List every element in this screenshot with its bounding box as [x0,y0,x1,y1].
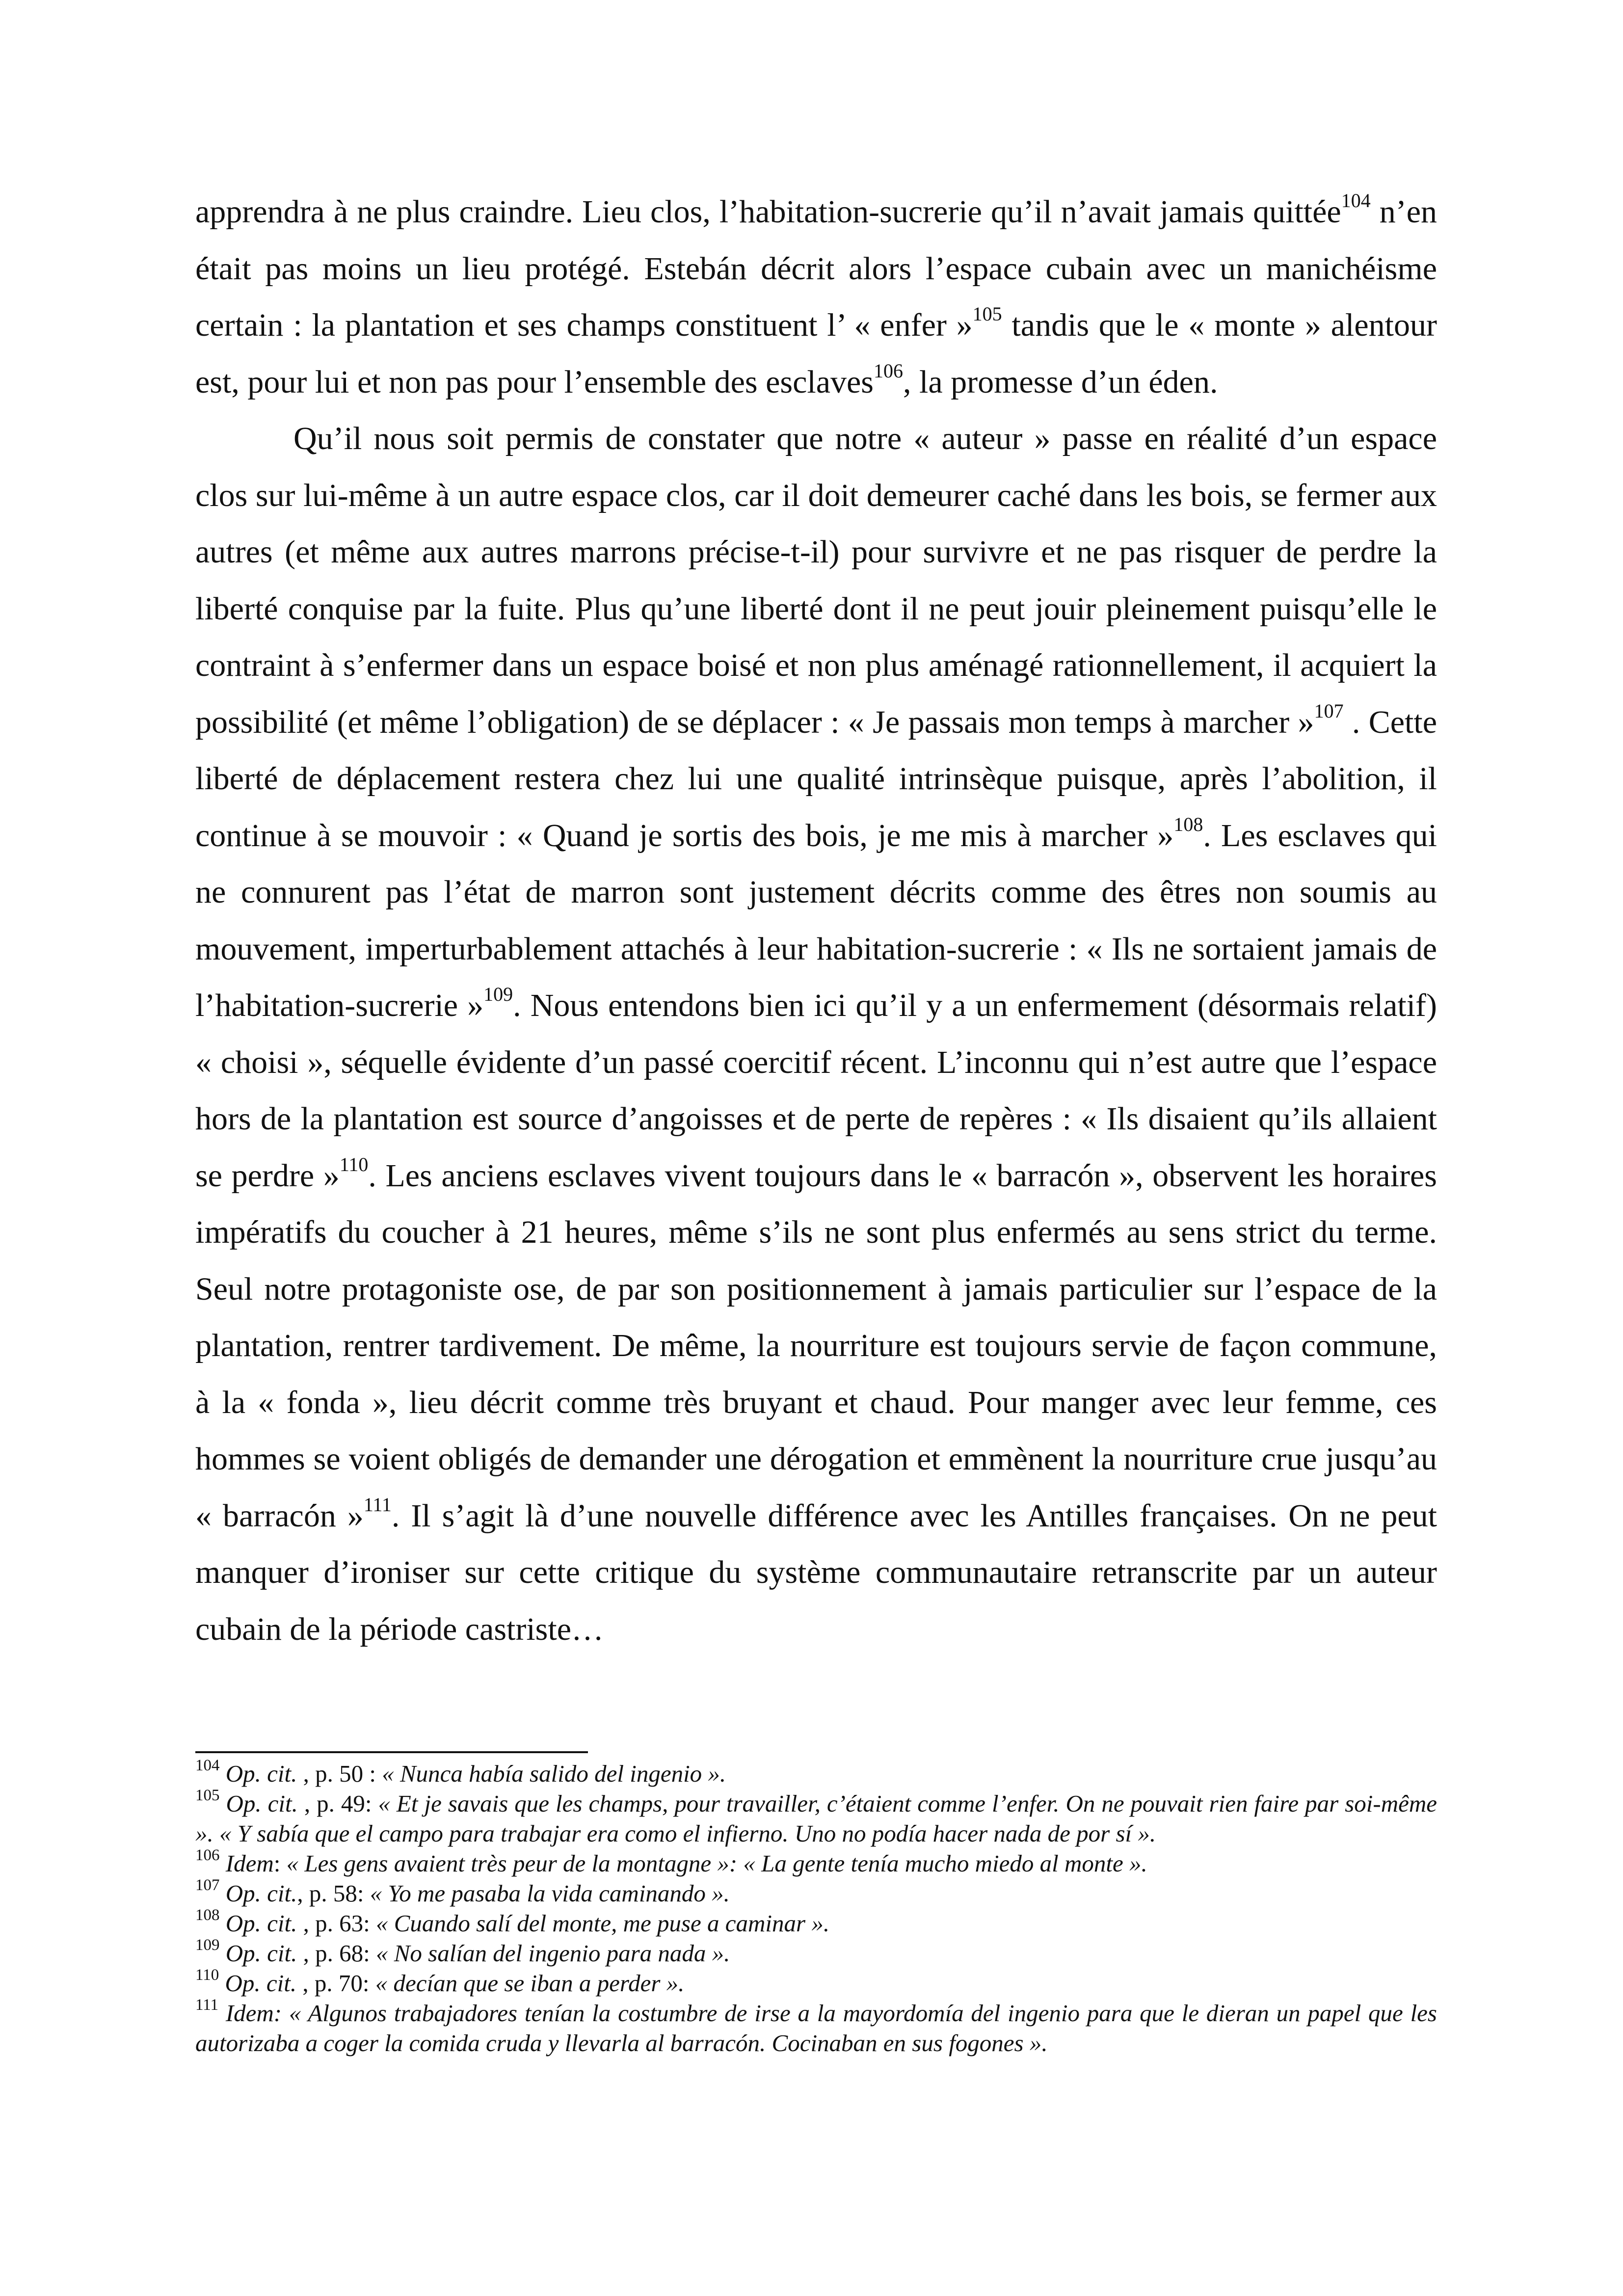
footnote-quote: « Cuando salí del monte, me puse a caminar ». [376,1910,830,1937]
footnote-page: , p. 50 : [303,1760,382,1787]
text-run: Qu’il nous soit permis de constater que notre « auteur » passe en réalité d’un espace clos sur lui-même à un autre espace clos, car il doit demeurer caché dans les bois, se fermer aux autres (et même aux autres marrons précise-t-il) pour survivre et ne pas risquer de perdre la liberté conquise par la fuite. Plus qu’une liberté dont il ne peut jouir pleinement puisqu’elle le contraint à s’enfermer dans un espace boisé et non plus aménagé rationnellement, il acquiert la possibilité (et même l’obligation) de se déplacer : « Je passais mon temps à marcher » [195,421,1437,740]
text-run: apprendra à ne plus craindre. Lieu clos, l’habitation-sucrerie qu’il n’avait jamais quittée [195,194,1341,230]
paragraph-2 [195,410,1437,1657]
footnote-ref-111[interactable]: 111 [363,1493,392,1516]
footnote-104 [195,1756,1437,1789]
footnote-quote: « Nunca había salido del ingenio ». [382,1760,726,1787]
footnote-number: 107 [195,1876,220,1894]
footnote-number: 104 [195,1756,220,1774]
footnote-source: Op. cit. [226,1790,304,1817]
footnote-111 [195,1998,1437,2058]
footnote-quote: « No salían del ingenio para nada ». [376,1940,730,1967]
footnote-ref-109[interactable]: 109 [483,983,513,1005]
footnote-number: 108 [195,1906,220,1924]
body-text [195,184,1437,1657]
footnote-quote: Idem: « Algunos trabajadores tenían la costumbre de irse a la mayordomía del ingenio para que le dieran un papel que les autorizaba a coger la comida cruda y llevarla al barracón. Cocinaban en sus fogones ». [195,2000,1437,2056]
footnote-107 [195,1878,1437,1908]
footnote-page: , p. 49: [304,1790,378,1817]
footnote-number: 105 [195,1786,220,1804]
text-run: tandis que le « monte » alentour est, pour lui et non pas pour l’ensemble des esclaves [195,307,1437,400]
footnote-source: Op. cit. [225,1910,303,1937]
paragraph-1 [195,184,1437,410]
footnote-source: Op. cit. [225,1970,303,1997]
footnote-quote: « Yo me pasaba la vida caminando ». [370,1880,730,1907]
text-run: , la promesse d’un éden. [903,364,1218,400]
text-run: n’en était pas moins un lieu protégé. Estebán décrit alors l’espace cubain avec un manichéisme certain : la plantation et ses champs constituent l’ « enfer » [195,194,1437,343]
footnote-quote: « decían que se iban a perder ». [375,1970,685,1997]
footnote-ref-105[interactable]: 105 [972,303,1002,325]
footnote-105 [195,1786,1437,1848]
footnote-separator [195,1751,588,1753]
footnote-source: Idem [225,1850,274,1877]
footnote-ref-106[interactable]: 106 [873,359,903,382]
footnote-110 [195,1968,1437,1998]
footnote-quote: « Les gens avaient très peur de la montagne »: « La gente tenía mucho miedo al monte ». [286,1850,1147,1877]
footnote-source: Op. cit. [225,1880,297,1907]
footnote-page: , p. 70: [302,1970,375,1997]
footnote-page: , p. 63: [303,1910,376,1937]
text-run: . Cette liberté de déplacement restera chez lui une qualité intrinsèque puisque, après l’abolition, il continue à se mouvoir : « Quand je sortis des bois, je me mis à marcher » [195,704,1437,854]
footnote-source: Op. cit. [225,1760,303,1787]
footnote-ref-107[interactable]: 107 [1314,699,1344,722]
text-run: . Il s’agit là d’une nouvelle différence avec les Antilles françaises. On ne peut manquer d’ironiser sur cette critique du système communautaire retranscrite par un auteur cubain de la période castriste… [195,1497,1437,1647]
footnote-page: , p. 58: [297,1880,370,1907]
footnotes [195,1756,1437,2058]
footnote-number: 106 [195,1846,220,1864]
footnote-ref-104[interactable]: 104 [1341,189,1371,212]
footnote-ref-110[interactable]: 110 [339,1153,369,1175]
text-run: . Les anciens esclaves vivent toujours dans le « barracón », observent les horaires impératifs du coucher à 21 heures, même s’ils ne sont plus enfermés au sens strict du terme. Seul notre protagoniste ose, de par son positionnement à jamais particulier sur l’espace de la plantation, rentrer tardivement. De même, la nourriture est toujours servie de façon commune, à la « fonda », lieu décrit comme très bruyant et chaud. Pour manger avec leur femme, ces hommes se voient obligés de demander une dérogation et emmènent la nourriture crue jusqu’au « barracón » [195,1157,1437,1534]
footnote-number: 111 [195,1996,219,2014]
footnote-source: Op. cit. [225,1940,303,1967]
footnote-number: 110 [195,1966,219,1984]
footnote-108 [195,1908,1437,1938]
footnote-ref-108[interactable]: 108 [1173,813,1203,835]
footnote-109 [195,1938,1437,1968]
footnote-page: : [273,1850,287,1877]
footnote-page: , p. 68: [303,1940,376,1967]
footnote-quote: « Et je savais que les champs, pour travailler, c’étaient comme l’enfer. On ne pouvait rien faire par soi-même ». « Y sabía que el campo para trabajar era como el infierno. Uno no podía hacer nada de por sí ». [195,1790,1437,1847]
text-run: . Nous entendons bien ici qu’il y a un enfermement (désormais relatif) « choisi », séquelle évidente d’un passé coercitif récent. L’inconnu qui n’est autre que l’espace hors de la plantation est source d’angoisses et de perte de repères : « Ils disaient qu’ils allaient se perdre » [195,988,1437,1194]
footnote-number: 109 [195,1936,220,1954]
text-run: . Les esclaves qui ne connurent pas l’état de marron sont justement décrits comme des êtres non soumis au mouvement, imperturbablement attachés à leur habitation-sucrerie : « Ils ne sortaient jamais de l’habitation-sucrerie » [195,817,1437,1023]
footnote-106 [195,1848,1437,1878]
